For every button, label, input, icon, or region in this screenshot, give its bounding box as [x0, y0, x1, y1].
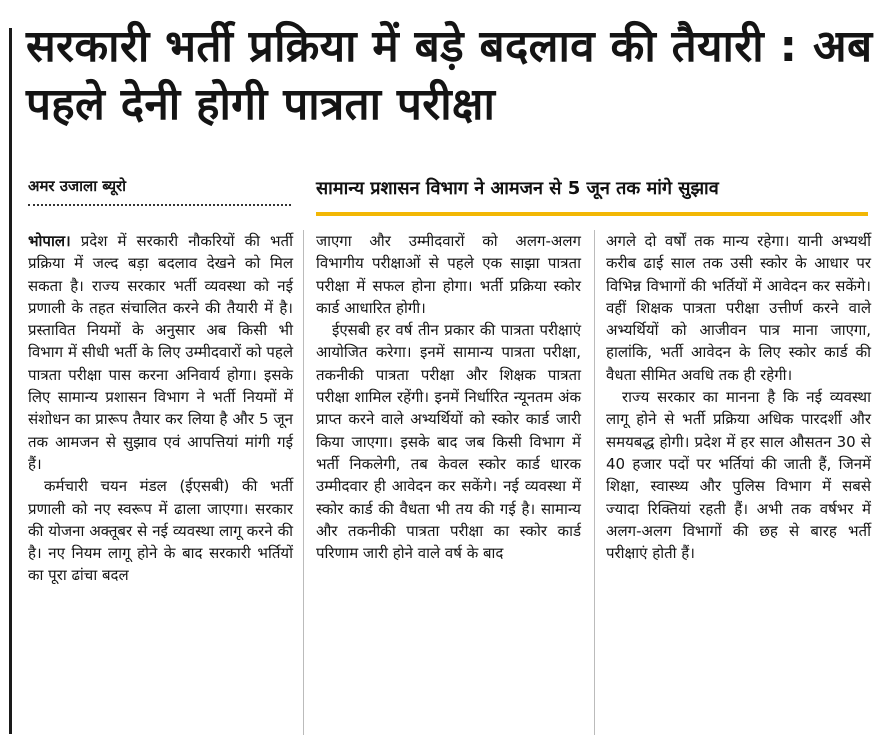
- column-divider: [303, 230, 304, 735]
- subheadline: सामान्य प्रशासन विभाग ने आमजन से 5 जून तक मांगे सुझाव: [316, 178, 719, 199]
- byline-divider: [28, 204, 291, 206]
- subheadline-underline: [316, 212, 868, 216]
- article-column-3: [606, 230, 871, 564]
- column-divider: [594, 230, 595, 735]
- article-paragraph: अगले दो वर्षों तक मान्य रहेगा। यानी अभ्यर्थी करीब ढाई साल तक उसी स्कोर के आधार पर विभिन्न विभागों की भर्तियों में आवेदन कर सकेंगे। वहीं शिक्षक पात्रता परीक्षा उत्तीर्ण करने वाले अभ्यर्थियों को आजीवन पात्र माना जाएगा, हालांकि, भर्ती आवेदन के लिए स्कोर कार्ड की वैधता सीमित अवधि तक ही रहेगी।: [606, 232, 871, 384]
- article-paragraph: जाएगा और उम्मीदवारों को अलग-अलग विभागीय परीक्षाओं से पहले एक साझा पात्रता परीक्षा में सफल होना होगा। भर्ती प्रक्रिया स्कोर कार्ड आधारित होगी।: [316, 232, 581, 317]
- paragraph-text: प्रदेश में सरकारी नौकरियों की भर्ती प्रक्रिया में जल्द बड़ा बदलाव देखने को मिल सकता है। राज्य सरकार भर्ती व्यवस्था को नई प्रणाली के तहत संचालित करने की तैयारी में है। प्रस्तावित नियमों के अनुसार अब किसी भी विभाग में सीधी भर्ती के लिए उम्मीदवारों को पहले पात्रता परीक्षा पास करना अनिवार्य होगा। इसके लिए सामान्य प्रशासन विभाग ने भर्ती नियमों में संशोधन का प्रारूप तैयार कर लिया है और 5 जून तक आमजन से सुझाव एवं आपत्तियां मांगी गई हैं।: [28, 232, 293, 473]
- headline: सरकारी भर्ती प्रक्रिया में बड़े बदलाव की तैयारी : अब पहले देनी होगी पात्रता परीक्षा: [26, 21, 873, 130]
- article-column-1: [28, 230, 293, 587]
- left-margin-rule: [9, 28, 12, 734]
- article-paragraph: राज्य सरकार का मानना है कि नई व्यवस्था लागू होने से भर्ती प्रक्रिया अधिक पारदर्शी और समयबद्ध होगी। प्रदेश में हर साल औसतन 30 से 40 हजार पदों पर भर्तियां की जाती हैं, जिनमें शिक्षा, स्वास्थ्य और पुलिस विभाग में सबसे ज्यादा रिक्तियां रहती हैं। अभी तक वर्षभर में अलग-अलग विभागों की छह से बारह भर्ती परीक्षाएं होती हैं।: [606, 388, 871, 563]
- byline: अमर उजाला ब्यूरो: [28, 177, 127, 195]
- article-paragraph: [28, 230, 293, 475]
- article-paragraph: ईएसबी हर वर्ष तीन प्रकार की पात्रता परीक्षाएं आयोजित करेगा। इनमें सामान्य पात्रता परीक्षा, तकनीकी पात्रता परीक्षा और शिक्षक पात्रता परीक्षा शामिल रहेंगी। इनमें निर्धारित न्यूनतम अंक प्राप्त करने वाले अभ्यर्थियों को स्कोर कार्ड जारी किया जाएगा। इसके बाद जब किसी विभाग में भर्ती निकलेगी, तब केवल स्कोर कार्ड धारक उम्मीदवार ही आवेदन कर सकेंगे। नई व्यवस्था में स्कोर कार्ड की वैधता भी तय की गई है। सामान्य और तकनीकी पात्रता परीक्षा का स्कोर कार्ड परिणाम जारी होने वाले वर्ष के बाद: [316, 321, 581, 563]
- article-paragraph: कर्मचारी चयन मंडल (ईएसबी) की भर्ती प्रणाली को नए स्वरूप में ढाला जाएगा। सरकार की योजना अक्तूबर से नई व्यवस्था लागू करने की है। नए नियम लागू होने के बाद सरकारी भर्तियों का पूरा ढांचा बदल: [28, 477, 293, 585]
- dateline: भोपाल।: [28, 232, 71, 250]
- article-column-2: [316, 230, 581, 564]
